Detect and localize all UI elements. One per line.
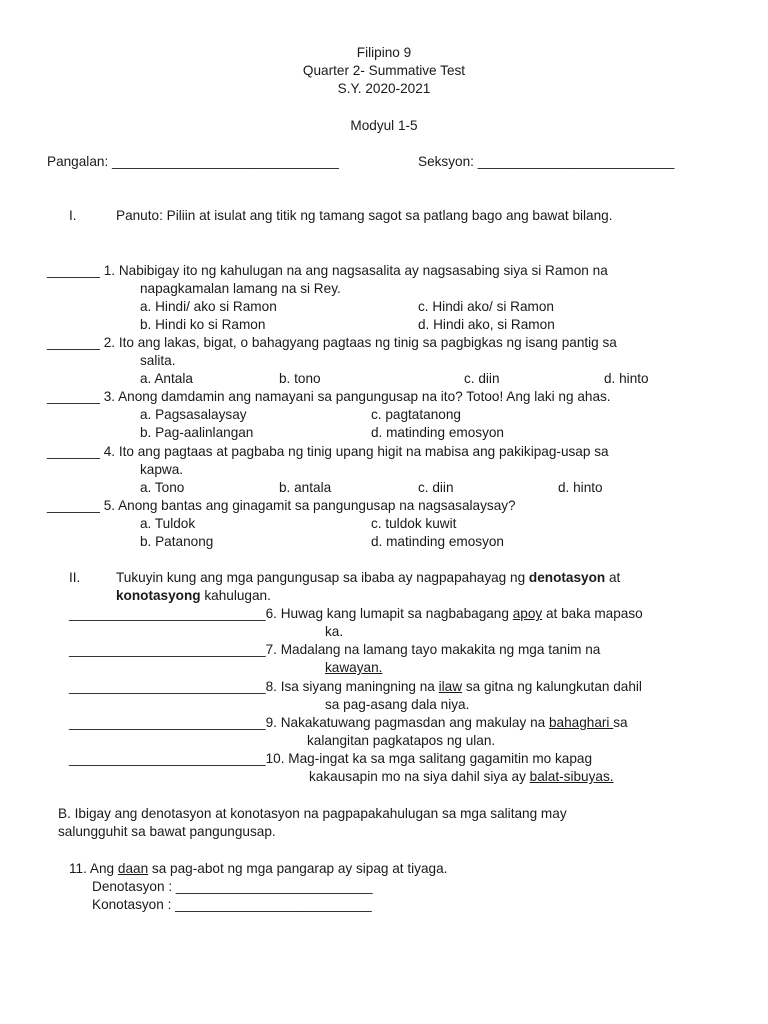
part1-instruction: Panuto: Piliin at isulat ang titik ng tamang sagot sa patlang bago ang bawat bilang. [116,208,613,223]
section-field [418,153,674,171]
name-label: Pangalan: [47,154,109,169]
konotasyon-label: Konotasyon : [92,897,176,912]
choice-b: b. Hindi ko si Ramon [140,317,266,332]
answer-blank: __________________________ [69,715,266,730]
answer-blank: __________________________ [69,606,266,621]
underlined-word: apoy [512,606,543,621]
answer-blank: __________________________ [69,642,266,657]
answer-blank: _______ [47,263,100,278]
question-1 [47,262,608,280]
keyword-denotasyon: denotasyon [528,570,606,585]
section-label: Seksyon: [418,154,474,169]
konotasyon-field [92,896,372,914]
answer-blank: __________________________ [175,879,373,894]
choice-a: a. Tono [140,480,185,495]
question-3 [47,388,611,406]
item-6-cont: ka. [325,624,344,639]
school-year: S.Y. 2020-2021 [337,81,431,96]
choice-b: b. antala [279,480,332,495]
item-9-cont: kalangitan pagkatapos ng ulan. [307,733,496,748]
module-label: Modyul 1-5 [350,118,418,133]
choice-b: b. Pag-aalinlangan [140,425,254,440]
choice-d: d. matinding emosyon [371,534,504,549]
denotasyon-label: Denotasyon : [92,879,176,894]
partB-instruction-line1: B. Ibigay ang denotasyon at konotasyon na pagpapakahulugan sa mga salitang may [58,806,567,821]
name-blank: ______________________________ [112,154,339,169]
question-5 [47,497,516,515]
question-text-cont: napagkamalan lamang na si Rey. [140,281,341,296]
question-4 [47,443,609,461]
name-field [47,153,339,171]
choice-d: d. matinding emosyon [371,425,504,440]
choice-a: a. Pagsasalaysay [140,407,247,422]
part1-roman: I. [69,208,77,223]
keyword-konotasyong: konotasyong [116,588,201,603]
item-7-cont [325,659,382,677]
answer-blank: _______ [47,444,100,459]
underlined-word: balat-sibuyas. [529,769,614,784]
choice-a: a. Antala [140,371,193,386]
answer-blank: __________________________ [69,679,266,694]
part2-instruction-line1: Tukuyin kung ang mga pangungusap sa ibaba ay nagpapahayag ng denotasyon at [116,570,621,585]
subject-title: Filipino 9 [356,45,412,60]
item-11: 11. Ang daan sa pag-abot ng mga pangarap ay sipag at tiyaga. [69,861,448,876]
underlined-word: kawayan. [325,660,383,675]
question-text: 3. Anong damdamin ang namayani sa pangungusap na ito? Totoo! Ang laki ng ahas. [103,389,611,404]
question-text: 1. Nabibigay ito ng kahulugan na ang nagsasalita ay nagsasabing siya si Ramon na [103,263,608,278]
question-text: 2. Ito ang lakas, bigat, o bahagyang pagtaas ng tinig sa pagbigkas ng isang pantig sa [103,335,617,350]
answer-blank: _______ [47,389,100,404]
choice-c: c. Hindi ako/ si Ramon [418,299,554,314]
choice-c: c. tuldok kuwit [371,516,457,531]
choice-c: c. diin [418,480,454,495]
answer-blank: _______ [47,335,100,350]
choice-d: d. hinto [558,480,603,495]
choice-d: d. hinto [604,371,649,386]
item-8-cont: sa pag-asang dala niya. [325,697,470,712]
question-text-cont: salita. [140,353,176,368]
choice-a: a. Tuldok [140,516,196,531]
answer-blank: _______ [47,498,100,513]
question-text-cont: kapwa. [140,462,184,477]
answer-blank: __________________________ [69,751,266,766]
answer-blank: __________________________ [175,897,372,912]
item-8: __________________________8. Isa siyang maningning na ilaw sa gitna ng kalungkutan dahil [69,679,642,694]
item-10-cont: kakausapin mo na siya dahil siya ay balat-sibuyas. [309,769,614,784]
question-text: 5. Anong bantas ang ginagamit sa pangungusap na nagsasalaysay? [103,498,516,513]
question-text: 4. Ito ang pagtaas at pagbaba ng tinig upang higit na mabisa ang pakikipag-usap sa [103,444,609,459]
choice-c: c. diin [464,371,500,386]
choice-c: c. pagtatanong [371,407,461,422]
choice-b: b. tono [279,371,321,386]
test-title: Quarter 2- Summative Test [302,63,466,78]
part2-instruction-line2: konotasyong kahulugan. [116,588,271,603]
item-10: __________________________10. Mag-ingat ka sa mga salitang gagamitin mo kapag [69,751,593,766]
item-6: __________________________6. Huwag kang lumapit sa nagbabagang apoy at baka mapaso [69,606,643,621]
item-7: __________________________7. Madalang na lamang tayo makakita ng mga tanim na [69,642,601,657]
section-blank: __________________________ [477,154,675,169]
part2-roman: II. [69,570,81,585]
item-9: __________________________9. Nakakatuwang pagmasdan ang makulay na bahaghari sa [69,715,628,730]
choice-a: a. Hindi/ ako si Ramon [140,299,277,314]
underlined-word: daan [117,861,149,876]
partB-instruction-line2: salungguhit sa bawat pangungusap. [58,824,276,839]
denotasyon-field [92,878,372,896]
choice-b: b. Patanong [140,534,214,549]
question-2 [47,334,617,352]
underlined-word: bahaghari [548,715,614,730]
underlined-word: ilaw [438,679,463,694]
choice-d: d. Hindi ako, si Ramon [418,317,555,332]
